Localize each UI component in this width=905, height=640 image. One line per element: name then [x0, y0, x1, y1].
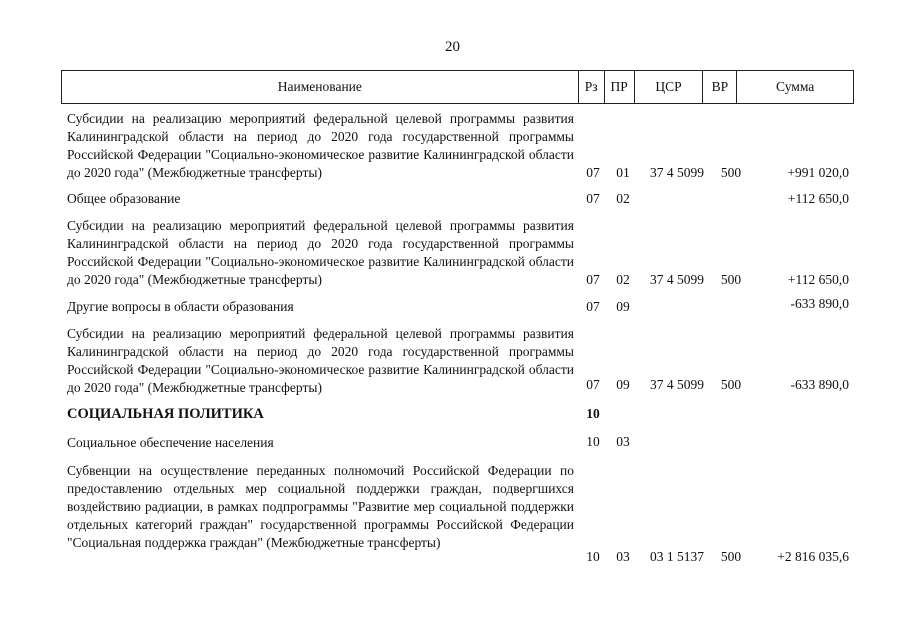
row-rz: 07	[586, 272, 600, 287]
row-pr: 02	[616, 191, 630, 206]
row-pr: 03	[616, 434, 630, 449]
row-sum: -633 890,0	[790, 296, 849, 311]
row-pr: 03	[616, 549, 630, 564]
header-vr: ВР	[702, 71, 736, 103]
section-heading: СОЦИАЛЬНАЯ ПОЛИТИКА	[67, 406, 264, 422]
row-rz: 10	[586, 549, 600, 564]
header-pr: ПР	[604, 71, 634, 103]
row-csr: 37 4 5099	[650, 165, 704, 180]
row-pr: 09	[616, 377, 630, 392]
row-name: Субсидии на реализацию мероприятий федеральной целевой программы развития Калининградской области на период до 2020 года государственной программы Российской Федерации "Социально-экономическое развитие Калининградской области до 2020 года" (Межбюджетные трансферты)	[67, 111, 574, 180]
header-name: Наименование	[277, 79, 362, 94]
row-vr: 500	[720, 377, 742, 392]
row-csr: 37 4 5099	[650, 272, 704, 287]
row-name: Другие вопросы в области образования	[67, 299, 294, 314]
row-name: Субвенции на осуществление переданных полномочий Российской Федерации по предоставлению отдельных мер социальной поддержки граждан, подвергшихся воздействию радиации, в рамках подпрограммы "Развитие мер социальной поддержки отдельных категорий граждан" государственной программы Российской Федерации "Социальная поддержка граждан" (Межбюджетные трансферты)	[67, 463, 574, 550]
row-rz: 10	[586, 434, 600, 449]
row-sum: +991 020,0	[787, 165, 849, 180]
row-csr: 37 4 5099	[650, 377, 704, 392]
row-name: Социальное обеспечение населения	[67, 435, 274, 450]
row-vr: 500	[720, 165, 742, 180]
row-pr: 02	[616, 272, 630, 287]
header-rz: Рз	[578, 71, 604, 103]
page-number: 20	[445, 39, 460, 55]
row-sum: +2 816 035,6	[777, 549, 849, 564]
row-pr: 09	[616, 299, 630, 314]
row-name: Субсидии на реализацию мероприятий федеральной целевой программы развития Калининградской области на период до 2020 года государственной программы Российской Федерации "Социально-экономическое развитие Калининградской области до 2020 года" (Межбюджетные трансферты)	[67, 218, 574, 287]
row-rz: 07	[586, 191, 600, 206]
header-csr: ЦСР	[634, 71, 703, 103]
row-rz: 10	[586, 406, 600, 421]
row-vr: 500	[720, 272, 742, 287]
row-csr: 03 1 5137	[650, 549, 704, 564]
row-name: Общее образование	[67, 191, 181, 206]
row-pr: 01	[616, 165, 630, 180]
header-sum: Сумма	[736, 71, 853, 103]
row-name: Субсидии на реализацию мероприятий федеральной целевой программы развития Калининградской области на период до 2020 года государственной программы Российской Федерации "Социально-экономическое развитие Калининградской области до 2020 года" (Межбюджетные трансферты)	[67, 326, 574, 395]
row-sum: +112 650,0	[787, 191, 849, 206]
row-rz: 07	[586, 299, 600, 314]
table-header	[61, 70, 854, 104]
row-sum: +112 650,0	[787, 272, 849, 287]
row-sum: -633 890,0	[790, 377, 849, 392]
row-vr: 500	[720, 549, 742, 564]
row-rz: 07	[586, 165, 600, 180]
row-rz: 07	[586, 377, 600, 392]
